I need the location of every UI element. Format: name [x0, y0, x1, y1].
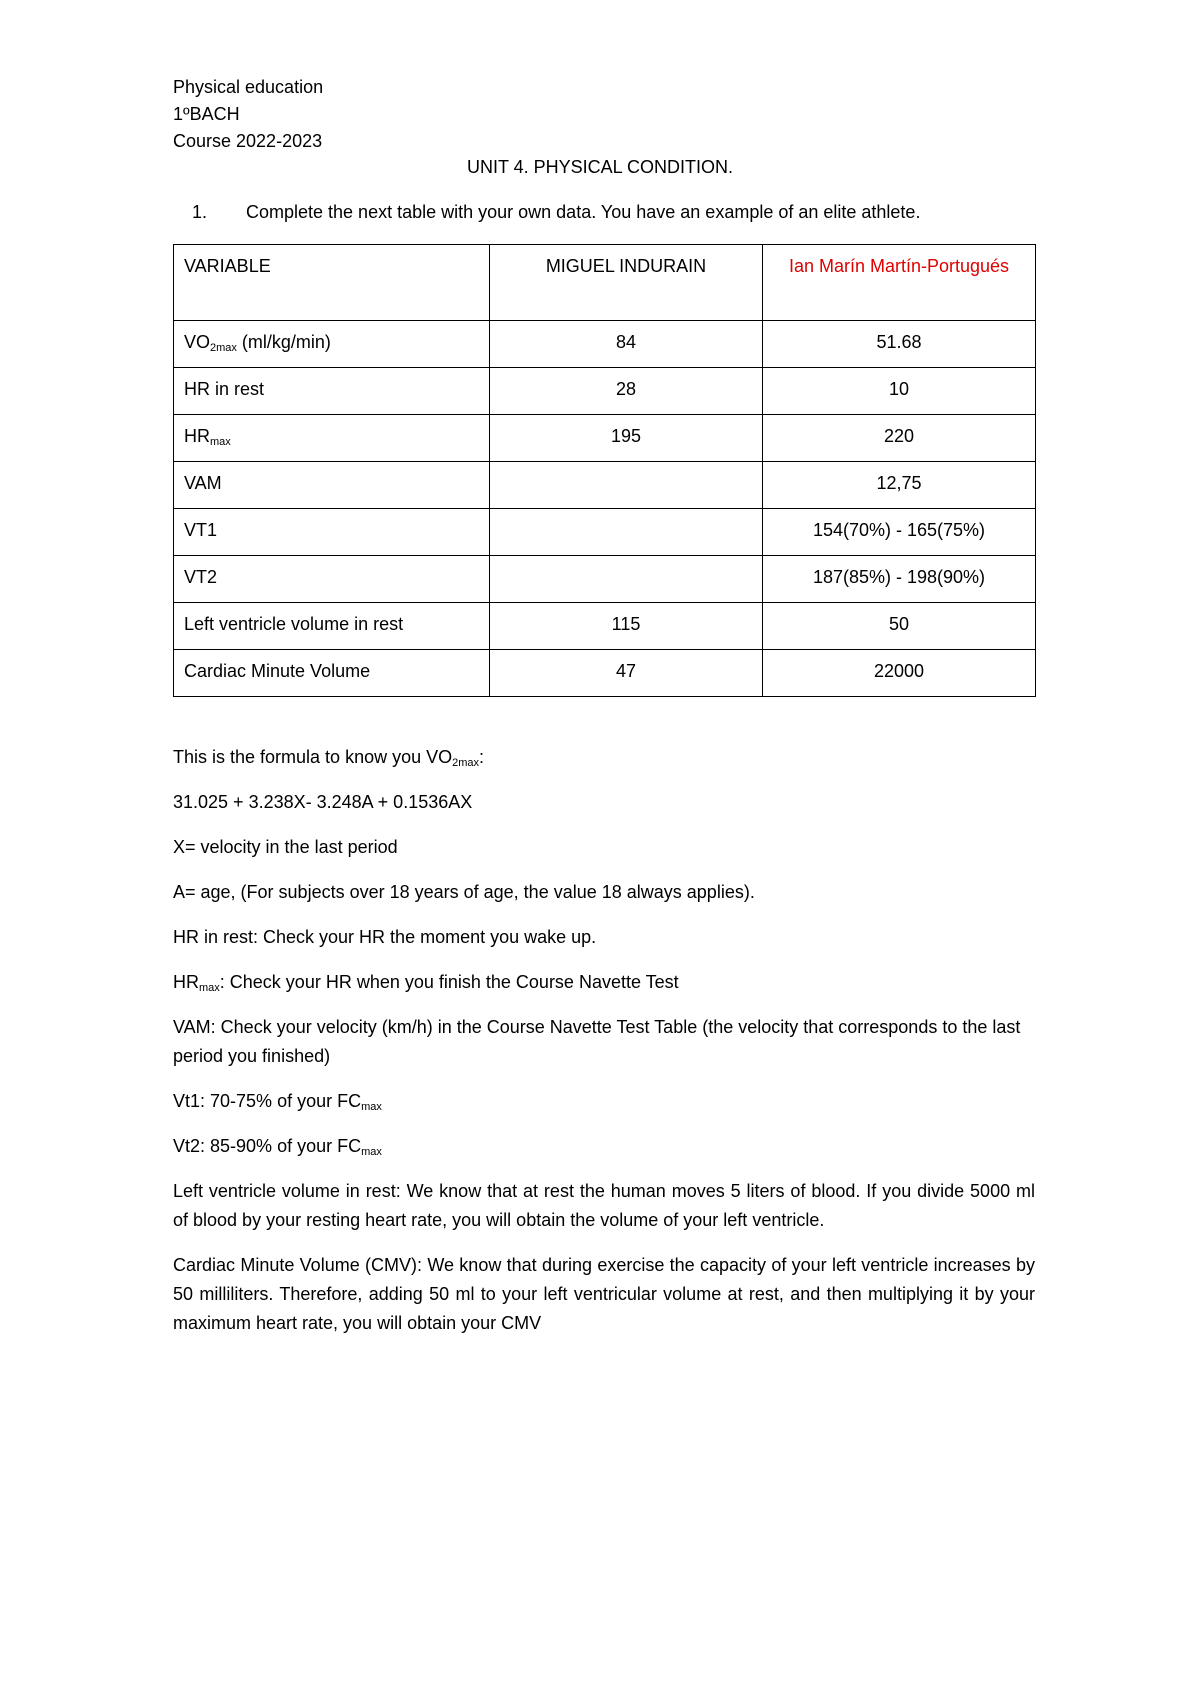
row-athlete-value: 28 — [490, 368, 763, 415]
subject-line: Physical education — [173, 77, 324, 97]
table-row — [174, 368, 1036, 415]
vt2-note: Vt2: 85-90% of your $FC_{max}$ — [173, 1136, 382, 1158]
header-athlete: MIGUEL INDURAIN — [490, 245, 763, 321]
row-label: $HR_{max}$ — [174, 415, 490, 462]
row-student-value: 50 — [763, 603, 1036, 650]
instruction-number: 1. — [192, 202, 208, 222]
row-athlete-value — [490, 462, 763, 509]
row-athlete-value: 195 — [490, 415, 763, 462]
cmv-note: Cardiac Minute Volume (CMV): We know that during exercise the capacity of your left ventricle increases by 50 milliliters. Therefore, adding 50 ml to your left ventricular volume at rest, and then multiplying it by your maximum heart rate, you will obtain your CMV — [173, 1255, 1035, 1333]
row-student-value: 22000 — [763, 650, 1036, 697]
header-student: Ian Marín Martín-Portugués — [763, 245, 1036, 321]
lvv-note: Left ventricle volume in rest: We know that at rest the human moves 5 liters of blood. If you divide 5000 ml of blood by your resting heart rate, you will obtain the volume of your left ventricle. — [173, 1181, 1035, 1230]
row-label: HR in rest — [174, 368, 490, 415]
row-label: VT2 — [174, 556, 490, 603]
course-line: Course 2022-2023 — [173, 131, 323, 151]
table-row — [174, 603, 1036, 650]
row-label: Cardiac Minute Volume — [174, 650, 490, 697]
row-athlete-value: 84 — [490, 321, 763, 368]
hr-rest-note: HR in rest: Check your HR the moment you wake up. — [173, 927, 597, 947]
explanation-section — [173, 743, 1035, 1354]
level-line: 1ºBACH — [173, 104, 240, 124]
row-student-value: 51.68 — [763, 321, 1036, 368]
row-label: Left ventricle volume in rest — [174, 603, 490, 650]
table-row — [174, 415, 1036, 462]
row-athlete-value: 47 — [490, 650, 763, 697]
row-student-value: 154(70%) - 165(75%) — [763, 509, 1036, 556]
row-label: VT1 — [174, 509, 490, 556]
table-row — [174, 462, 1036, 509]
row-athlete-value — [490, 509, 763, 556]
document-header — [173, 74, 323, 155]
row-student-value: 12,75 — [763, 462, 1036, 509]
table-row — [174, 509, 1036, 556]
vam-note: VAM: Check your velocity (km/h) in the Course Navette Test Table (the velocity that corresponds to the last period you finished) — [173, 1017, 1021, 1066]
hrmax-note: $HR_{max}$: Check your HR when you finish the Course Navette Test — [173, 972, 679, 994]
row-student-value: 10 — [763, 368, 1036, 415]
table-row — [174, 321, 1036, 368]
physical-data-table — [173, 244, 1036, 697]
a-definition: A= age, (For subjects over 18 years of age, the value 18 always applies). — [173, 882, 755, 902]
row-athlete-value: 115 — [490, 603, 763, 650]
row-athlete-value — [490, 556, 763, 603]
row-student-value: 187(85%) - 198(90%) — [763, 556, 1036, 603]
row-label: VAM — [174, 462, 490, 509]
table-row — [174, 650, 1036, 697]
table-row — [174, 556, 1036, 603]
formula: 31.025 + 3.238X- 3.248A + 0.1536AX — [173, 792, 473, 812]
x-definition: X= velocity in the last period — [173, 837, 398, 857]
table-header-row — [174, 245, 1036, 321]
vt1-note: Vt1: 70-75% of your $FC_{max}$ — [173, 1091, 382, 1113]
instruction-text: Complete the next table with your own data. You have an example of an elite athlete. — [246, 202, 921, 222]
row-student-value: 220 — [763, 415, 1036, 462]
formula-intro: This is the formula to know you $VO_{2max}$: — [173, 747, 485, 769]
header-variable: VARIABLE — [174, 245, 490, 321]
row-label: $VO_{2max}$ (ml/kg/min) — [174, 321, 490, 368]
unit-title: UNIT 4. PHYSICAL CONDITION. — [466, 157, 734, 177]
